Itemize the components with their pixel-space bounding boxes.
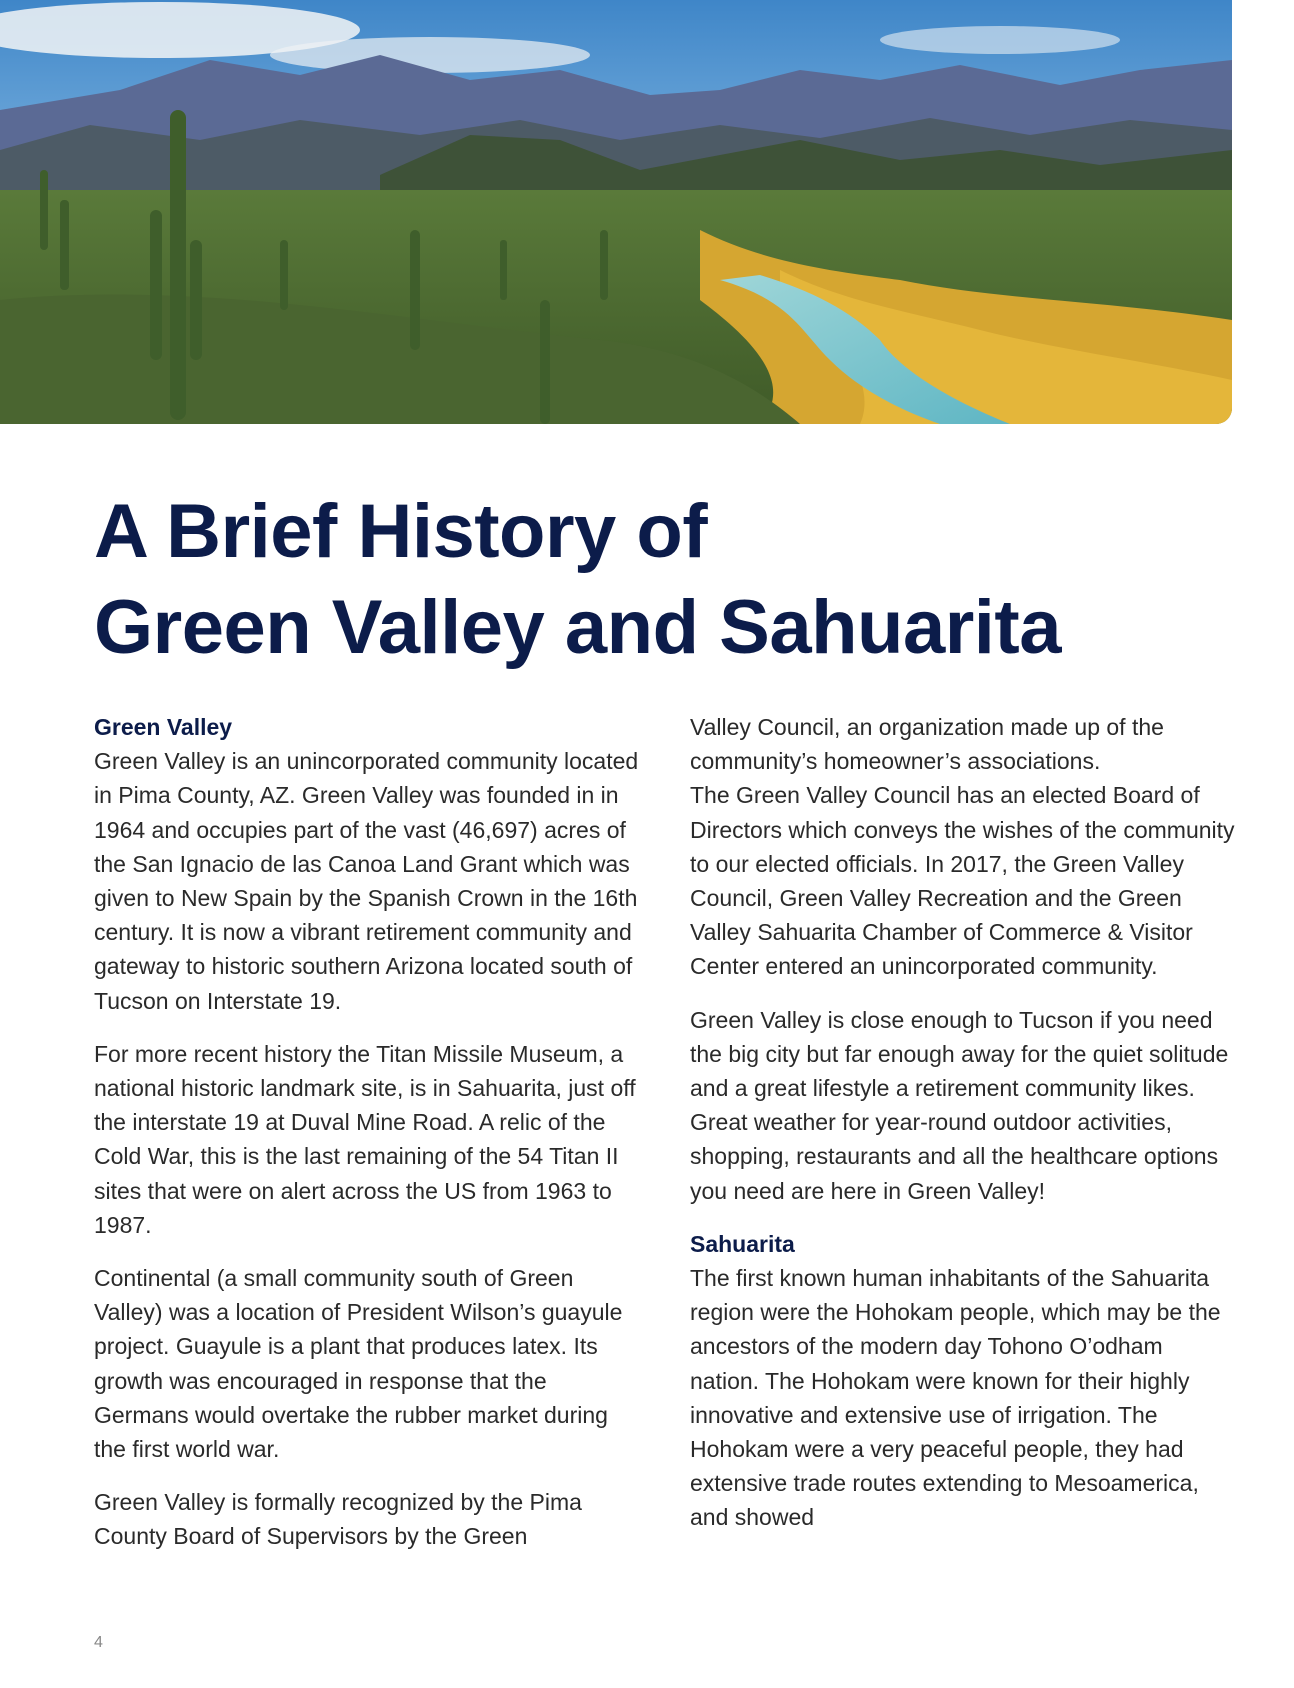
paragraph: Valley Council, an organization made up of the community’s homeowner’s associations.: [690, 714, 1164, 775]
section-heading-sahuarita: Sahuarita: [690, 1230, 795, 1257]
paragraph: The Green Valley Council has an elected Board of Directors which conveys the wishes of the community to our elected officials. In 2017, the Green Valley Council, Green Valley Recreation and the Green Valley Sahuarita Chamber of Commerce & Visitor Center entered an unincorporated community.: [690, 782, 1235, 980]
paragraph: Green Valley is close enough to Tucson if you need the big city but far enough away for the quiet solitude and a great lifestyle a retirement community likes. Great weather for year-round outdoor activities, shopping, restaurants and all the healthcare options you need are here in Green Valley!: [690, 1006, 1229, 1204]
title-line-2: Green Valley and Sahuarita: [94, 585, 1061, 670]
page-title: [94, 484, 1234, 676]
paragraph: Green Valley is formally recognized by the Pima County Board of Supervisors by the Green: [94, 1489, 582, 1550]
page-number: 4: [94, 1634, 103, 1651]
paragraph: For more recent history the Titan Missile Museum, a national historic landmark site, is in Sahuarita, just off the interstate 19 at Duval Mine Road. A relic of the Cold War, this is the last remaining of the 54 Titan II sites that were on alert across the US from 1963 to 1987.: [94, 1040, 636, 1238]
right-column: [690, 710, 1235, 1554]
paragraph: Continental (a small community south of Green Valley) was a location of President Wilson’s guayule project. Guayule is a plant that produces latex. Its growth was encouraged in response that the Germans would overtake the rubber market during the first world war.: [94, 1265, 623, 1463]
paragraph: Green Valley is an unincorporated community located in Pima County, AZ. Green Valley was founded in in 1964 and occupies part of the vast (46,697) acres of the San Ignacio de las Canoa Land Grant which was given to New Spain by the Spanish Crown in the 16th century. It is now a vibrant retirement community and gateway to historic southern Arizona located south of Tucson on Interstate 19.: [94, 748, 639, 1014]
left-column: [94, 710, 639, 1573]
hero-landscape-image: [0, 0, 1232, 424]
title-line-1: A Brief History of: [94, 489, 708, 574]
section-heading-green-valley: Green Valley: [94, 714, 233, 740]
paragraph: The first known human inhabitants of the Sahuarita region were the Hohokam people, which may be the ancestors of the modern day Tohono O’odham nation. The Hohokam were known for their highly innovative and extensive use of irrigation. The Hohokam were a very peaceful people, they had extensive trade routes extending to Mesoamerica, and showed: [690, 1265, 1221, 1531]
